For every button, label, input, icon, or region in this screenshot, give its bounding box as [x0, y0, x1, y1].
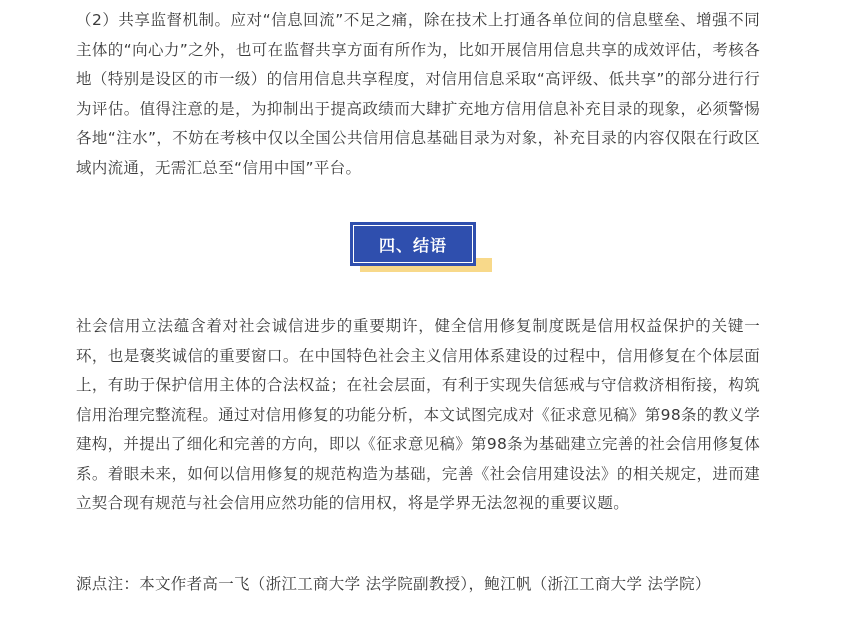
- section-heading-label: 四、结语: [353, 225, 473, 263]
- section-heading: [350, 222, 496, 276]
- conclusion-paragraph: 社会信用立法蕴含着对社会诚信进步的重要期许，健全信用修复制度既是信用权益保护的关键一环，也是褒奖诚信的重要窗口。在中国特色社会主义信用体系建设的过程中，信用修复在个体层面上，有助于保护信用主体的合法权益；在社会层面，有利于实现失信惩戒与守信救济相衔接，构筑信用治理完整流程。通过对信用修复的功能分析，本文试图完成对《征求意见稿》第98条的教义学建构，并提出了细化和完善的方向，即以《征求意见稿》第98条为基础建立完善的社会信用修复体系。着眼未来，如何以信用修复的规范构造为基础，完善《社会信用建设法》的相关规定，进而建立契合现有规范与社会信用应然功能的信用权，将是学界无法忽视的重要议题。: [76, 317, 760, 512]
- previous-section-paragraph: （2）共享监督机制。应对“信息回流”不足之痛，除在技术上打通各单位间的信息壁垒、增强不同主体的“向心力”之外，也可在监督共享方面有所作为，比如开展信用信息共享的成效评估，考核各地（特别是设区的市一级）的信用信息共享程度，对信用信息采取“高评级、低共享”的部分进行行为评估。值得注意的是，为抑制出于提高政绩而大肆扩充地方信用信息补充目录的现象，必须警惕各地“注水”，不妨在考核中仅以全国公共信用信息基础目录为对象，补充目录的内容仅限在行政区域内流通，无需汇总至“信用中国”平台。: [76, 11, 760, 177]
- source-note: 源点注：本文作者高一飞（浙江工商大学 法学院副教授），鲍江帆（浙江工商大学 法学院）: [76, 575, 711, 593]
- section-heading-box: [350, 222, 476, 266]
